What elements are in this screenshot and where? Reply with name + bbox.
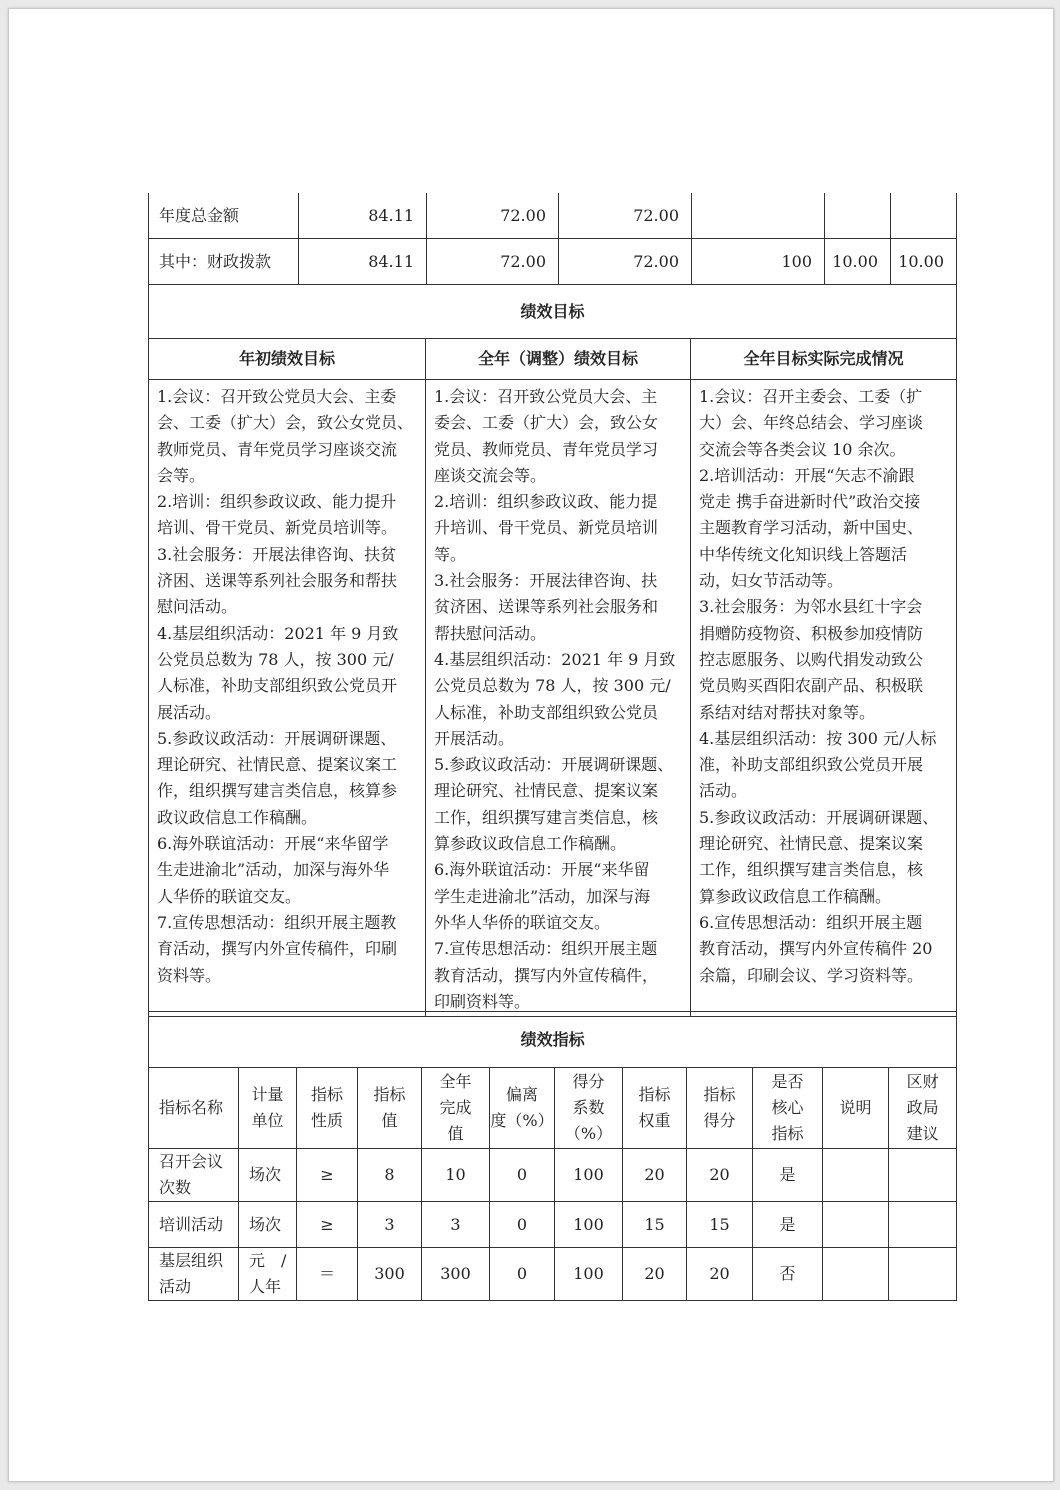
text-line: 理论研究、社情民意、提案议案 xyxy=(434,781,659,801)
text-line: 主题教育学习活动，新中国史、 xyxy=(699,518,924,538)
indicator-target: 8 xyxy=(358,1149,422,1202)
goals-header: 年初绩效目标 xyxy=(149,339,426,380)
indicator-coef: 100 xyxy=(555,1248,623,1301)
text-line: 外华人华侨的联谊交友。 xyxy=(434,912,611,932)
adjusted-goals-text xyxy=(426,380,691,1017)
cell-line: 得分 xyxy=(572,1072,605,1091)
text-line: 教育活动，撰写内外宣传稿件 20 xyxy=(699,939,933,959)
text-line: 政议政信息工作稿酬。 xyxy=(157,807,318,827)
cell-line: 指标 xyxy=(373,1085,406,1104)
text-line: 6.海外联谊活动：开展“来华留学 xyxy=(157,834,389,854)
cell-line: 说明 xyxy=(839,1098,872,1117)
table-row xyxy=(149,380,957,1017)
indicator-nature: ≥ xyxy=(297,1202,358,1248)
text-line: 济困、送课等系列社会服务和帮扶 xyxy=(157,571,398,591)
budget-cell: 10.00 xyxy=(891,239,957,285)
text-line: 公党员总数为 78 人，按 300 元/ xyxy=(434,676,671,696)
cell-line: 度（%） xyxy=(490,1111,554,1130)
cell-line: 元 / xyxy=(249,1251,287,1270)
text-line: 党员购买酉阳农副产品、积极联 xyxy=(699,676,924,696)
text-line: 动，妇女节活动等。 xyxy=(699,571,844,591)
indicator-name xyxy=(149,1248,239,1301)
indicator-actual: 10 xyxy=(422,1149,490,1202)
text-line: 教育活动，撰写内外宣传稿件， xyxy=(434,965,659,985)
text-line: 大）会、年终总结会、学习座谈 xyxy=(699,413,924,433)
budget-cell: 84.11 xyxy=(299,239,427,285)
indicator-name xyxy=(149,1149,239,1202)
cell-line: 得分 xyxy=(703,1111,736,1130)
text-line: 捐赠防疫物资、积极参加疫情防 xyxy=(699,623,924,643)
cell-line: 场次 xyxy=(249,1165,282,1184)
cell-line: 核心 xyxy=(771,1098,804,1117)
text-line: 5.参政议政活动：开展调研课题、 xyxy=(157,728,397,748)
text-line: 5.参政议政活动：开展调研课题、 xyxy=(434,755,674,775)
cell-line: 值 xyxy=(381,1111,398,1130)
text-line: 1.会议：召开致公党员大会、主 xyxy=(434,387,658,406)
text-line: 6.海外联谊活动：开展“来华留 xyxy=(434,860,650,880)
text-line: 慰问活动。 xyxy=(157,597,238,617)
text-line: 工作，组织撰写建言类信息，核 xyxy=(434,807,659,827)
text-line: 4.基层组织活动：2021 年 9 月致 xyxy=(434,649,676,669)
indicator-header xyxy=(687,1068,753,1149)
budget-cell: 100 xyxy=(692,239,825,285)
text-line: 7.宣传思想活动：组织开展主题教 xyxy=(157,912,397,932)
indicator-unit xyxy=(239,1149,297,1202)
indicator-actual: 3 xyxy=(422,1202,490,1248)
table-row xyxy=(149,1149,957,1202)
text-line: 系结对结对帮扶对象等。 xyxy=(699,702,876,722)
indicator-header xyxy=(358,1068,422,1149)
indicator-header xyxy=(149,1068,239,1149)
text-line: 印刷资料等。 xyxy=(434,991,531,1011)
indicator-name xyxy=(149,1202,239,1248)
indicator-note xyxy=(823,1202,889,1248)
goals-header: 全年目标实际完成情况 xyxy=(691,339,957,380)
text-line: 5.参政议政活动：开展调研课题、 xyxy=(699,807,939,827)
text-line: 算参政议政信息工作稿酬。 xyxy=(699,886,892,906)
text-line: 等。 xyxy=(434,544,467,564)
cell-line: 指标 xyxy=(771,1124,804,1143)
indicator-header xyxy=(623,1068,687,1149)
text-line: 算参政议政信息工作稿酬。 xyxy=(434,834,627,854)
text-line: 4.基层组织活动：按 300 元/人标 xyxy=(699,728,937,748)
cell-line: 召开会议 xyxy=(159,1152,224,1171)
text-line: 帮扶慰问活动。 xyxy=(434,623,547,643)
indicator-weight: 20 xyxy=(623,1149,687,1202)
text-line: 育活动，撰写内外宣传稿件，印刷 xyxy=(157,939,398,959)
text-line: 3.社会服务：为邻水县红十字会 xyxy=(699,597,923,617)
text-line: 准，补助支部组织致公党员开展 xyxy=(699,755,924,775)
text-line: 人华侨的联谊交友。 xyxy=(157,886,302,906)
indicator-core: 是 xyxy=(753,1149,823,1202)
cell-line: 全年 xyxy=(439,1072,472,1091)
text-line: 委会、工委（扩大）会，致公女 xyxy=(434,413,659,433)
text-line: 理论研究、社情民意、提案议案工 xyxy=(157,755,398,775)
budget-cell: 84.11 xyxy=(299,193,427,239)
cell-line: 指标 xyxy=(310,1085,343,1104)
cell-line: 基层组织 xyxy=(159,1251,224,1270)
indicator-weight: 15 xyxy=(623,1202,687,1248)
text-line: 人标准，补助支部组织致公党员 xyxy=(434,702,659,722)
budget-cell: 72.00 xyxy=(427,193,559,239)
indicator-advice xyxy=(889,1149,957,1202)
table-row xyxy=(149,1202,957,1248)
cell-line: 系数 xyxy=(572,1098,605,1117)
indicator-note xyxy=(823,1149,889,1202)
budget-cell: 72.00 xyxy=(559,193,692,239)
indicator-target: 3 xyxy=(358,1202,422,1248)
text-line: 4.基层组织活动：2021 年 9 月致 xyxy=(157,623,399,643)
indicator-header xyxy=(753,1068,823,1149)
cell-line: 偏离 xyxy=(505,1085,538,1104)
text-line: 展活动。 xyxy=(157,702,222,722)
indicator-deviation: 0 xyxy=(490,1202,555,1248)
text-line: 7.宣传思想活动：组织开展主题 xyxy=(434,939,658,959)
indicator-note xyxy=(823,1248,889,1301)
table-row xyxy=(149,339,957,380)
indicator-header xyxy=(422,1068,490,1149)
text-line: 作，组织撰写建言类信息，核算参 xyxy=(157,781,398,801)
text-line: 3.社会服务：开展法律咨询、扶贫 xyxy=(157,544,397,564)
indicator-nature: ≥ xyxy=(297,1149,358,1202)
goals-table xyxy=(148,284,957,1017)
cell-line: 政局 xyxy=(906,1098,939,1117)
text-line: 资料等。 xyxy=(157,965,222,985)
cell-line: 指标名称 xyxy=(159,1098,224,1117)
text-line: 公党员总数为 78 人，按 300 元/ xyxy=(157,649,394,669)
budget-cell: 72.00 xyxy=(427,239,559,285)
budget-label: 其中：财政拨款 xyxy=(149,239,299,285)
text-line: 会等。 xyxy=(157,465,206,485)
cell-line: 建议 xyxy=(906,1124,939,1143)
text-line: 人标准，补助支部组织致公党员开 xyxy=(157,676,398,696)
text-line: 生走进渝北”活动，加深与海外华 xyxy=(157,860,390,880)
goals-header: 全年（调整）绩效目标 xyxy=(426,339,691,380)
text-line: 交流会等各类会议 10 余次。 xyxy=(699,439,906,459)
budget-cell xyxy=(825,193,891,239)
indicator-header xyxy=(555,1068,623,1149)
cell-line: 区财 xyxy=(906,1072,939,1091)
indicator-weight: 20 xyxy=(623,1248,687,1301)
cell-line: 值 xyxy=(447,1124,464,1143)
text-line: 2.培训：组织参政议政、能力提升 xyxy=(157,492,397,512)
text-line: 控志愿服务、以购代捐发动致公 xyxy=(699,649,924,669)
cell-line: 指标 xyxy=(638,1085,671,1104)
cell-line: 完成 xyxy=(439,1098,472,1117)
indicator-deviation: 0 xyxy=(490,1248,555,1301)
table-row xyxy=(149,285,957,339)
indicator-core: 是 xyxy=(753,1202,823,1248)
cell-line: 权重 xyxy=(638,1111,671,1130)
indicator-target: 300 xyxy=(358,1248,422,1301)
indicator-nature: ＝ xyxy=(297,1248,358,1301)
cell-line: 次数 xyxy=(159,1178,192,1197)
text-line: 贫济困、送课等系列社会服务和 xyxy=(434,597,659,617)
text-line: 3.社会服务：开展法律咨询、扶 xyxy=(434,571,658,591)
text-line: 6.宣传思想活动：组织开展主题 xyxy=(699,912,923,932)
indicator-actual: 300 xyxy=(422,1248,490,1301)
text-line: 工作，组织撰写建言类信息，核 xyxy=(699,860,924,880)
indicator-header xyxy=(490,1068,555,1149)
table-row xyxy=(149,193,957,239)
cell-line: 场次 xyxy=(249,1214,282,1234)
indicator-core: 否 xyxy=(753,1248,823,1301)
indicator-coef: 100 xyxy=(555,1202,623,1248)
text-line: 余篇，印刷会议、学习资料等。 xyxy=(699,965,924,985)
indicator-deviation: 0 xyxy=(490,1149,555,1202)
text-line: 开展活动。 xyxy=(434,728,515,748)
text-line: 活动。 xyxy=(699,781,748,801)
text-line: 1.会议：召开致公党员大会、主委 xyxy=(157,387,397,406)
table-header-row xyxy=(149,1068,957,1149)
text-line: 党走 携手奋进新时代”政治交接 xyxy=(699,492,921,512)
indicator-header xyxy=(239,1068,297,1149)
cell-line: 人年 xyxy=(249,1277,282,1296)
text-line: 1.会议：召开主委会、工委（扩 xyxy=(699,387,923,406)
cell-line: 性质 xyxy=(310,1111,343,1130)
indicator-header xyxy=(297,1068,358,1149)
cell-line: 培训活动 xyxy=(159,1214,224,1234)
text-line: 党员、教师党员、青年党员学习 xyxy=(434,439,659,459)
text-line: 2.培训活动：开展“矢志不渝跟 xyxy=(699,465,915,485)
indicator-advice xyxy=(889,1202,957,1248)
table-row xyxy=(149,239,957,285)
cell-line: （%） xyxy=(564,1124,613,1143)
cell-line: 活动 xyxy=(159,1277,192,1296)
indicator-header xyxy=(823,1068,889,1149)
indicator-header xyxy=(889,1068,957,1149)
indicators-table xyxy=(148,1011,957,1301)
text-line: 教师党员、青年党员学习座谈交流 xyxy=(157,439,398,459)
goals-section-title: 绩效目标 xyxy=(149,285,957,339)
cell-line: 是否 xyxy=(771,1072,804,1091)
text-line: 理论研究、社情民意、提案议案 xyxy=(699,834,924,854)
text-line: 学生走进渝北”活动，加深与海 xyxy=(434,886,651,906)
actual-completion-text xyxy=(691,380,957,1017)
initial-goals-text xyxy=(149,380,426,1017)
indicator-unit xyxy=(239,1248,297,1301)
indicator-unit xyxy=(239,1202,297,1248)
indicator-score: 15 xyxy=(687,1202,753,1248)
budget-cell xyxy=(692,193,825,239)
indicator-coef: 100 xyxy=(555,1149,623,1202)
text-line: 会、工委（扩大）会，致公女党员、 xyxy=(157,413,414,433)
budget-cell xyxy=(891,193,957,239)
indicator-advice xyxy=(889,1248,957,1301)
cell-line: 计量 xyxy=(251,1085,284,1104)
cell-line: 指标 xyxy=(703,1085,736,1104)
budget-cell: 10.00 xyxy=(825,239,891,285)
text-line: 2.培训：组织参政议政、能力提 xyxy=(434,492,658,512)
table-row xyxy=(149,1012,957,1068)
budget-table xyxy=(148,193,957,285)
table-row xyxy=(149,1248,957,1301)
budget-label: 年度总金额 xyxy=(149,193,299,239)
indicator-score: 20 xyxy=(687,1149,753,1202)
text-line: 升培训、骨干党员、新党员培训 xyxy=(434,518,659,538)
cell-line: 单位 xyxy=(251,1111,284,1130)
text-line: 中华传统文化知识线上答题活 xyxy=(699,544,908,564)
budget-cell: 72.00 xyxy=(559,239,692,285)
indicator-score: 20 xyxy=(687,1248,753,1301)
indicators-section-title: 绩效指标 xyxy=(149,1012,957,1068)
text-line: 座谈交流会等。 xyxy=(434,465,547,485)
text-line: 培训、骨干党员、新党员培训等。 xyxy=(157,518,398,538)
